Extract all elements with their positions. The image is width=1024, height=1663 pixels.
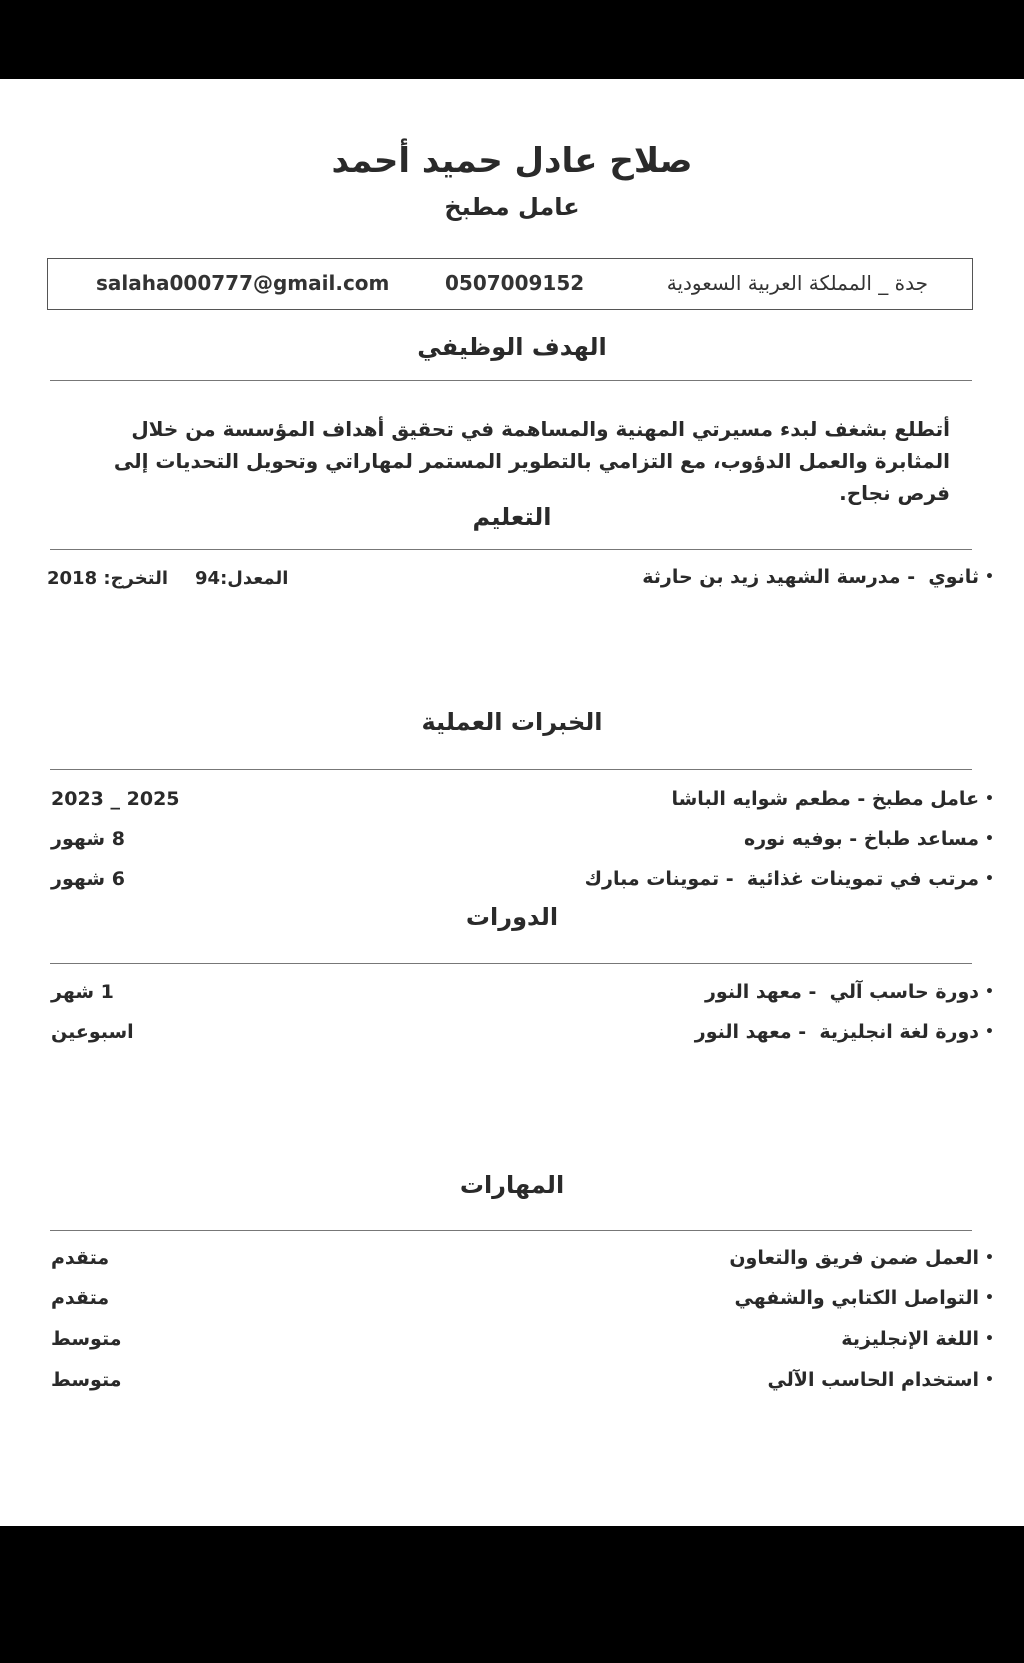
course-duration: اسبوعين (51, 1021, 134, 1043)
education-graduation (47, 568, 168, 589)
skill-name: استخدام الحاسب الآلي (767, 1369, 980, 1391)
course-item (705, 981, 994, 1003)
experience-place: بوفيه نوره (744, 828, 843, 850)
education-section-title: التعليم (472, 503, 552, 531)
experience-item (585, 868, 994, 890)
bottom-black-bar (0, 1526, 1024, 1663)
objective-section-title: الهدف الوظيفي (417, 333, 607, 361)
course-name: دورة لغة انجليزية (819, 1021, 980, 1043)
objective-divider (50, 380, 972, 381)
bullet: • (985, 1290, 994, 1306)
skill-level: متوسط (51, 1369, 122, 1391)
experience-place: تموينات مبارك (584, 868, 720, 890)
experience-section-title: الخبرات العملية (421, 708, 603, 736)
skill-item (767, 1369, 994, 1391)
separator: - (857, 788, 866, 810)
skill-level: متوسط (51, 1328, 122, 1350)
skill-item (734, 1287, 994, 1309)
experience-duration: 6 شهور (51, 868, 125, 890)
experience-role: مرتب في تموينات غذائية (746, 868, 980, 890)
course-place: معهد النور (694, 1021, 792, 1043)
bullet: • (985, 1250, 994, 1266)
contact-location: جدة _ المملكة العربية السعودية (666, 271, 928, 295)
applicant-name: صلاح عادل حميد أحمد (331, 141, 693, 181)
bullet: • (985, 1024, 994, 1040)
bullet: • (985, 791, 994, 807)
education-degree: ثانوي (928, 566, 980, 588)
grade-label: المعدل: (220, 568, 289, 589)
graduation-label: التخرج: (103, 568, 169, 589)
bullet: • (985, 871, 994, 887)
education-grade (195, 568, 288, 589)
experience-item (671, 788, 994, 810)
graduation-year: 2018 (47, 568, 98, 589)
skill-item (729, 1247, 994, 1269)
skill-name: اللغة الإنجليزية (841, 1328, 980, 1350)
education-divider (50, 549, 972, 550)
separator: - (808, 981, 817, 1003)
course-place: معهد النور (704, 981, 802, 1003)
separator: - (798, 1021, 807, 1043)
skills-divider (50, 1230, 972, 1231)
education-item (642, 566, 994, 588)
courses-section-title: الدورات (465, 903, 559, 931)
bullet: • (985, 1372, 994, 1388)
course-name: دورة حاسب آلي (829, 981, 980, 1003)
bullet: • (985, 831, 994, 847)
resume-page (0, 79, 1024, 1526)
contact-box (47, 258, 973, 310)
contact-email[interactable]: salaha000777@gmail.com (96, 271, 390, 295)
experience-role: مساعد طباخ (863, 828, 980, 850)
bullet: • (985, 569, 994, 585)
courses-divider (50, 963, 972, 964)
objective-text: أتطلع بشغف لبدء مسيرتي المهنية والمساهمة في تحقيق أهداف المؤسسة من خلال المثابرة والعمل الدؤوب، مع التزامي بالتطوير المستمر لمهاراتي وتحويل التحديات إلى فرص نجاح. (113, 417, 950, 505)
separator: - (849, 828, 858, 850)
contact-phone[interactable]: 0507009152 (445, 271, 585, 295)
skill-name: التواصل الكتابي والشفهي (734, 1287, 980, 1309)
separator: - (907, 566, 916, 588)
experience-duration: 8 شهور (51, 828, 125, 850)
skill-item (841, 1328, 994, 1350)
skills-section-title: المهارات (459, 1171, 565, 1199)
education-school: مدرسة الشهيد زيد بن حارثة (642, 566, 901, 588)
top-black-bar (0, 0, 1024, 79)
experience-place: مطعم شوايه الباشا (671, 788, 851, 810)
experience-duration: 2025 _ 2023 (51, 788, 180, 810)
skill-name: العمل ضمن فريق والتعاون (729, 1247, 980, 1269)
experience-item (744, 828, 994, 850)
applicant-job-title: عامل مطبخ (444, 193, 580, 221)
grade-value: 94 (195, 568, 221, 589)
experience-divider (50, 769, 972, 770)
course-duration: 1 شهر (51, 981, 114, 1003)
bullet: • (985, 1331, 994, 1347)
skill-level: متقدم (51, 1287, 110, 1309)
skill-level: متقدم (51, 1247, 110, 1269)
separator: - (725, 868, 734, 890)
bullet: • (985, 984, 994, 1000)
course-item (695, 1021, 994, 1043)
experience-role: عامل مطبخ (871, 788, 980, 810)
